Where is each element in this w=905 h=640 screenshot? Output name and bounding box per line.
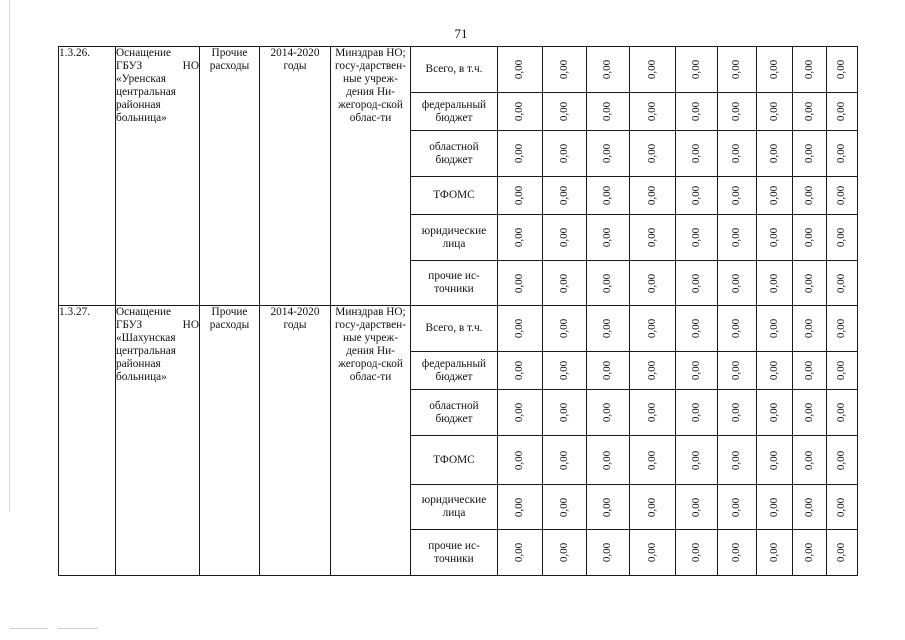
value-text: 0,00 <box>690 450 702 470</box>
value-cell <box>498 485 543 530</box>
value-text: 0,00 <box>646 542 658 563</box>
value-cell <box>498 436 543 485</box>
value-cell <box>587 261 630 306</box>
expense-type: Прочие расходы <box>200 47 260 306</box>
value-cell <box>718 177 757 215</box>
value-text: 0,00 <box>835 143 848 164</box>
value-cell <box>630 390 676 436</box>
value-cell <box>793 485 827 530</box>
funding-source-label: областной бюджет <box>411 131 498 177</box>
value-text: 0,00 <box>601 402 614 423</box>
value-text: 0,00 <box>646 402 658 423</box>
value-cell <box>827 436 858 485</box>
value-cell <box>587 390 630 436</box>
value-text: 0,00 <box>513 273 526 293</box>
value-text: 0,00 <box>835 273 848 293</box>
item-name-title: Оснащение <box>116 47 172 59</box>
value-cell <box>587 306 630 352</box>
value-cell <box>827 177 858 215</box>
item-name-line: центральная <box>116 86 176 98</box>
value-cell <box>718 390 757 436</box>
value-cell <box>587 215 630 261</box>
value-cell <box>630 436 676 485</box>
value-text: 0,00 <box>601 273 614 293</box>
item-name-region: НО <box>182 60 199 72</box>
value-text: 0,00 <box>558 318 570 339</box>
value-cell <box>718 436 757 485</box>
value-cell <box>587 352 630 390</box>
value-text: 0,00 <box>513 497 526 517</box>
value-text: 0,00 <box>835 185 848 206</box>
value-cell <box>793 306 827 352</box>
item-name-title: Оснащение <box>116 306 172 318</box>
value-text: 0,00 <box>646 143 658 164</box>
value-text: 0,00 <box>601 318 614 339</box>
value-cell <box>676 215 718 261</box>
value-cell <box>757 261 793 306</box>
value-text: 0,00 <box>558 185 570 206</box>
value-text: 0,00 <box>768 59 780 80</box>
period: 2014-2020 годы <box>260 47 331 306</box>
value-cell <box>793 436 827 485</box>
value-text: 0,00 <box>768 360 780 381</box>
value-cell <box>827 306 858 352</box>
value-text: 0,00 <box>513 59 526 80</box>
value-text: 0,00 <box>803 227 815 248</box>
value-cell <box>630 93 676 131</box>
expense-type: Прочие расходы <box>200 306 260 576</box>
value-cell <box>793 261 827 306</box>
value-cell <box>718 47 757 93</box>
item-name-org: ГБУЗ <box>116 319 143 331</box>
value-cell <box>757 306 793 352</box>
value-text: 0,00 <box>835 101 848 122</box>
value-text: 0,00 <box>803 497 815 517</box>
value-text: 0,00 <box>768 450 780 470</box>
value-cell <box>757 352 793 390</box>
scan-footer-mark <box>58 628 98 629</box>
value-cell <box>676 390 718 436</box>
value-text: 0,00 <box>690 318 702 339</box>
value-text: 0,00 <box>730 318 743 339</box>
value-text: 0,00 <box>730 185 743 206</box>
value-cell <box>827 131 858 177</box>
value-cell <box>718 131 757 177</box>
value-cell <box>827 47 858 93</box>
value-cell <box>587 177 630 215</box>
value-text: 0,00 <box>835 497 848 517</box>
value-cell <box>793 215 827 261</box>
value-cell <box>498 215 543 261</box>
value-text: 0,00 <box>601 360 614 381</box>
value-cell <box>630 530 676 576</box>
item-name-line: больница» <box>116 371 167 383</box>
value-text: 0,00 <box>768 497 780 517</box>
funding-source-label: федеральный бюджет <box>411 93 498 131</box>
value-text: 0,00 <box>730 450 743 470</box>
value-text: 0,00 <box>601 185 614 206</box>
value-text: 0,00 <box>768 143 780 164</box>
value-cell <box>498 177 543 215</box>
value-cell <box>676 177 718 215</box>
value-cell <box>757 131 793 177</box>
value-text: 0,00 <box>835 450 848 470</box>
value-cell <box>827 261 858 306</box>
funding-source-label: юридические лица <box>411 485 498 530</box>
value-text: 0,00 <box>835 542 848 563</box>
value-text: 0,00 <box>768 542 780 563</box>
value-text: 0,00 <box>558 450 570 470</box>
value-cell <box>676 485 718 530</box>
value-text: 0,00 <box>646 497 658 517</box>
value-cell <box>543 306 587 352</box>
value-text: 0,00 <box>690 101 702 122</box>
value-text: 0,00 <box>690 542 702 563</box>
value-cell <box>676 93 718 131</box>
value-text: 0,00 <box>513 402 526 423</box>
value-text: 0,00 <box>730 497 743 517</box>
value-text: 0,00 <box>803 450 815 470</box>
value-cell <box>827 530 858 576</box>
value-text: 0,00 <box>730 273 743 293</box>
value-cell <box>498 47 543 93</box>
value-text: 0,00 <box>646 450 658 470</box>
value-text: 0,00 <box>690 497 702 517</box>
value-text: 0,00 <box>558 227 570 248</box>
value-text: 0,00 <box>646 59 658 80</box>
value-cell <box>757 390 793 436</box>
item-name-line: «Шахунская <box>116 332 176 344</box>
value-text: 0,00 <box>690 185 702 206</box>
value-text: 0,00 <box>558 497 570 517</box>
period: 2014-2020 годы <box>260 306 331 576</box>
value-text: 0,00 <box>835 402 848 423</box>
value-text: 0,00 <box>803 273 815 293</box>
value-cell <box>757 93 793 131</box>
scan-footer-mark <box>10 628 48 629</box>
value-cell <box>587 436 630 485</box>
value-text: 0,00 <box>803 360 815 381</box>
value-text: 0,00 <box>803 143 815 164</box>
value-cell <box>630 306 676 352</box>
value-text: 0,00 <box>730 101 743 122</box>
value-cell <box>543 93 587 131</box>
value-cell <box>793 177 827 215</box>
item-name-line: больница» <box>116 112 167 124</box>
value-cell <box>676 261 718 306</box>
value-text: 0,00 <box>835 318 848 339</box>
value-text: 0,00 <box>513 185 526 206</box>
item-number: 1.3.27. <box>59 306 116 576</box>
value-text: 0,00 <box>601 450 614 470</box>
value-text: 0,00 <box>646 185 658 206</box>
value-cell <box>630 261 676 306</box>
value-cell <box>718 93 757 131</box>
funding-source-label: прочие ис-точники <box>411 530 498 576</box>
value-text: 0,00 <box>513 318 526 339</box>
value-text: 0,00 <box>558 360 570 381</box>
executor: Минздрав НО; госу-дарствен-ные учреж-дения Ни-жегород-ской облас-ти <box>331 306 411 576</box>
value-cell <box>676 436 718 485</box>
funding-source-label: Всего, в т.ч. <box>411 47 498 93</box>
value-cell <box>757 530 793 576</box>
value-text: 0,00 <box>601 101 614 122</box>
value-cell <box>827 390 858 436</box>
value-text: 0,00 <box>513 542 526 563</box>
value-cell <box>630 47 676 93</box>
value-cell <box>718 352 757 390</box>
value-text: 0,00 <box>768 273 780 293</box>
value-cell <box>827 215 858 261</box>
value-cell <box>543 261 587 306</box>
value-cell <box>793 93 827 131</box>
value-cell <box>630 177 676 215</box>
value-cell <box>757 47 793 93</box>
value-cell <box>676 530 718 576</box>
value-text: 0,00 <box>646 101 658 122</box>
value-text: 0,00 <box>513 143 526 164</box>
value-cell <box>543 352 587 390</box>
table-row <box>59 47 858 93</box>
value-cell <box>793 131 827 177</box>
funding-source-label: Всего, в т.ч. <box>411 306 498 352</box>
funding-source-label: областной бюджет <box>411 390 498 436</box>
value-cell <box>498 261 543 306</box>
value-text: 0,00 <box>558 143 570 164</box>
value-cell <box>827 93 858 131</box>
value-cell <box>587 485 630 530</box>
value-text: 0,00 <box>730 59 743 80</box>
value-text: 0,00 <box>730 402 743 423</box>
value-cell <box>630 352 676 390</box>
value-cell <box>757 436 793 485</box>
value-cell <box>543 177 587 215</box>
value-cell <box>793 352 827 390</box>
value-text: 0,00 <box>646 318 658 339</box>
budget-table <box>58 46 858 576</box>
value-text: 0,00 <box>558 542 570 563</box>
table-row <box>59 306 858 352</box>
value-cell <box>587 93 630 131</box>
funding-source-label: прочие ис-точники <box>411 261 498 306</box>
value-cell <box>718 530 757 576</box>
funding-source-label: ТФОМС <box>411 436 498 485</box>
value-cell <box>676 306 718 352</box>
value-text: 0,00 <box>513 450 526 470</box>
value-text: 0,00 <box>803 101 815 122</box>
value-cell <box>793 530 827 576</box>
value-cell <box>587 131 630 177</box>
value-cell <box>757 485 793 530</box>
value-text: 0,00 <box>513 360 526 381</box>
value-cell <box>543 390 587 436</box>
value-cell <box>676 131 718 177</box>
value-cell <box>793 390 827 436</box>
value-text: 0,00 <box>768 185 780 206</box>
value-text: 0,00 <box>601 497 614 517</box>
value-cell <box>543 47 587 93</box>
value-text: 0,00 <box>768 227 780 248</box>
value-cell <box>827 352 858 390</box>
value-text: 0,00 <box>558 402 570 423</box>
value-cell <box>543 436 587 485</box>
value-cell <box>587 47 630 93</box>
value-text: 0,00 <box>803 185 815 206</box>
value-text: 0,00 <box>558 101 570 122</box>
value-cell <box>793 47 827 93</box>
value-text: 0,00 <box>690 227 702 248</box>
value-cell <box>718 485 757 530</box>
value-text: 0,00 <box>690 59 702 80</box>
value-text: 0,00 <box>730 542 743 563</box>
value-text: 0,00 <box>513 101 526 122</box>
value-text: 0,00 <box>690 143 702 164</box>
item-name-line: районная <box>116 99 161 111</box>
value-text: 0,00 <box>601 143 614 164</box>
page-number: 71 <box>454 26 468 41</box>
value-cell <box>543 485 587 530</box>
value-cell <box>630 215 676 261</box>
value-cell <box>587 530 630 576</box>
value-cell <box>718 261 757 306</box>
value-cell <box>498 306 543 352</box>
value-cell <box>757 177 793 215</box>
value-cell <box>543 215 587 261</box>
value-cell <box>676 47 718 93</box>
value-text: 0,00 <box>768 402 780 423</box>
item-name-line: районная <box>116 358 161 370</box>
value-text: 0,00 <box>601 542 614 563</box>
value-cell <box>676 352 718 390</box>
value-text: 0,00 <box>803 402 815 423</box>
item-name-line: центральная <box>116 345 176 357</box>
value-cell <box>827 485 858 530</box>
value-text: 0,00 <box>835 59 848 80</box>
item-name-line: «Уренская <box>116 73 166 85</box>
item-name-region: НО <box>182 319 199 331</box>
value-text: 0,00 <box>558 59 570 80</box>
value-text: 0,00 <box>646 273 658 293</box>
value-cell <box>718 215 757 261</box>
value-text: 0,00 <box>730 360 743 381</box>
value-text: 0,00 <box>803 542 815 563</box>
value-text: 0,00 <box>803 59 815 80</box>
value-text: 0,00 <box>558 273 570 293</box>
scan-left-border <box>9 0 10 512</box>
value-cell <box>498 530 543 576</box>
value-text: 0,00 <box>730 143 743 164</box>
value-cell <box>543 530 587 576</box>
value-cell <box>630 131 676 177</box>
executor: Минздрав НО; госу-дарствен-ные учреж-дения Ни-жегород-ской облас-ти <box>331 47 411 306</box>
value-text: 0,00 <box>835 360 848 381</box>
value-text: 0,00 <box>646 360 658 381</box>
value-text: 0,00 <box>768 101 780 122</box>
value-text: 0,00 <box>730 227 743 248</box>
funding-source-label: ТФОМС <box>411 177 498 215</box>
item-name <box>116 47 200 306</box>
value-text: 0,00 <box>690 360 702 381</box>
value-text: 0,00 <box>601 59 614 80</box>
value-text: 0,00 <box>803 318 815 339</box>
value-text: 0,00 <box>601 227 614 248</box>
value-cell <box>757 215 793 261</box>
value-cell <box>718 306 757 352</box>
item-name <box>116 306 200 576</box>
value-cell <box>543 131 587 177</box>
value-cell <box>630 485 676 530</box>
value-cell <box>498 93 543 131</box>
value-text: 0,00 <box>835 227 848 248</box>
item-number: 1.3.26. <box>59 47 116 306</box>
value-cell <box>498 352 543 390</box>
value-text: 0,00 <box>690 273 702 293</box>
value-text: 0,00 <box>768 318 780 339</box>
value-text: 0,00 <box>513 227 526 248</box>
value-text: 0,00 <box>646 227 658 248</box>
value-cell <box>498 131 543 177</box>
value-text: 0,00 <box>690 402 702 423</box>
funding-source-label: федеральный бюджет <box>411 352 498 390</box>
item-name-org: ГБУЗ <box>116 60 143 72</box>
funding-source-label: юридические лица <box>411 215 498 261</box>
value-cell <box>498 390 543 436</box>
